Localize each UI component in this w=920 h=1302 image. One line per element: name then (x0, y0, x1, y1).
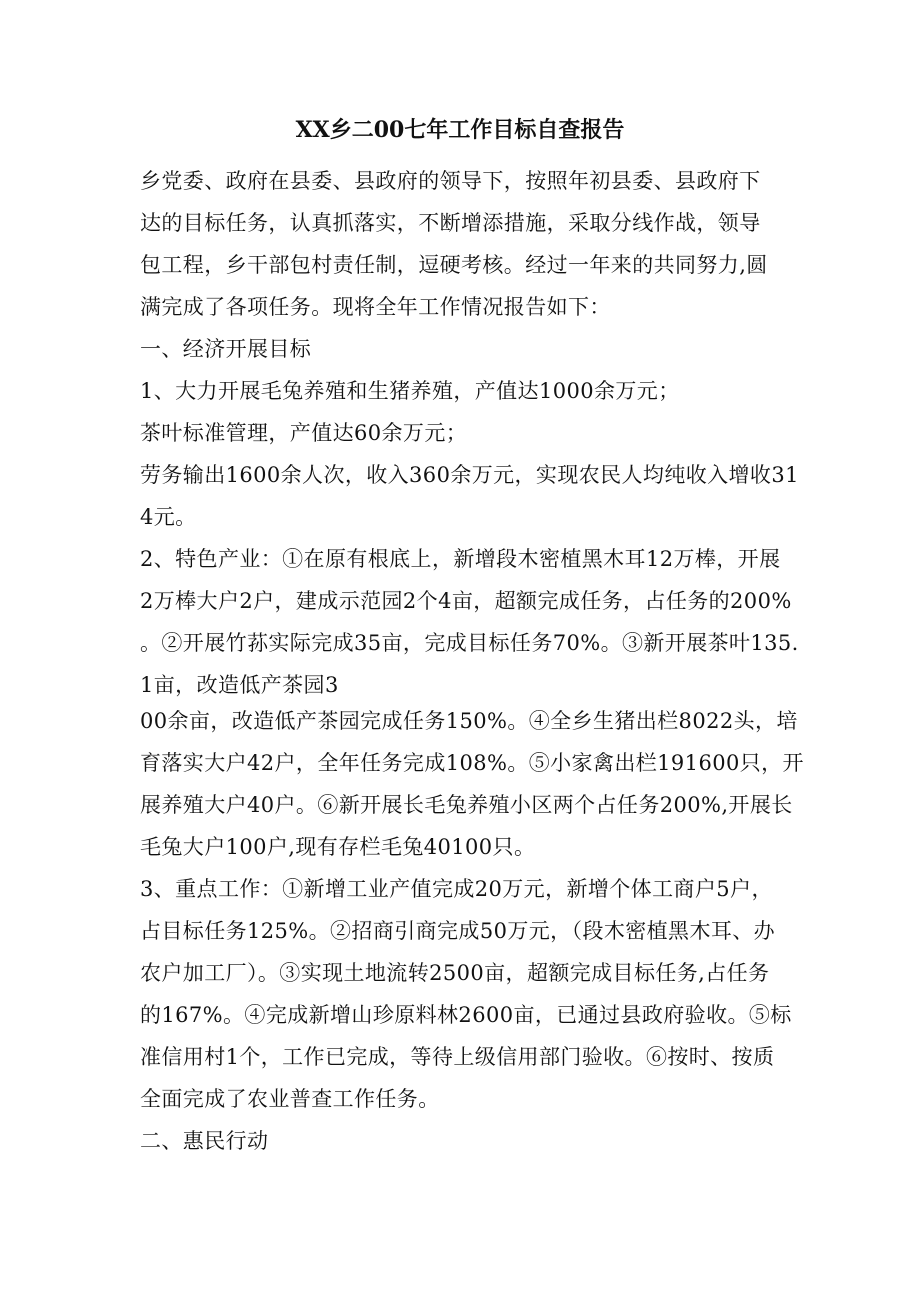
text-line: 农户加工厂）。③实现土地流转2500亩，超额完成目标任务,占任务 (140, 961, 770, 985)
text-line: 4元。 (140, 505, 197, 529)
text-line: 乡党委、政府在县委、县政府的领导下，按照年初县委、县政府下 (140, 169, 761, 193)
text-line: 包工程，乡干部包村责任制，逗硬考核。经过一年来的共同努力,圆 (140, 253, 768, 277)
text-line: 茶叶标准管理，产值达60余万元； (140, 421, 468, 445)
text-line: 占目标任务125%。②招商引商完成50万元，（段木密植黑木耳、办 (140, 919, 776, 943)
section-heading: 二、惠民行动 (140, 1129, 269, 1153)
text-line: 2万棒大户2户，建成示范园2个4亩，超额完成任务，占任务的200% (140, 589, 792, 613)
text-line: 00余亩，改造低产茶园完成任务150%。④全乡生猪出栏8022头，培 (140, 709, 798, 733)
text-line: 满完成了各项任务。现将全年工作情况报告如下： (140, 295, 611, 319)
text-line: 全面完成了农业普查工作任务。 (140, 1087, 440, 1111)
text-line: 达的目标任务，认真抓落实，不断增添措施，采取分线作战，领导 (140, 211, 761, 235)
text-line: 3、重点工作：①新增工业产值完成20万元，新增个体工商户5户， (140, 877, 773, 901)
text-line: 1、大力开展毛兔养殖和生猪养殖，产值达1000余万元； (140, 379, 680, 403)
document-title: XX乡二00七年工作目标自查报告 (295, 117, 625, 143)
section-heading: 一、经济开展目标 (140, 337, 312, 361)
text-line: 育落实大户42户，全年任务完成108%。⑤小家禽出栏191600只，开 (140, 751, 804, 775)
text-line: 展养殖大户40户。⑥新开展长毛兔养殖小区两个占任务200%,开展长 (140, 793, 793, 817)
text-line: 。②开展竹荪实际完成35亩，完成目标任务70%。③新开展茶叶135. (140, 631, 799, 655)
text-line: 劳务输出1600余人次，收入360余万元，实现农民人均纯收入增收31 (140, 463, 799, 487)
text-line: 的167%。④完成新增山珍原料林2600亩，已通过县政府验收。⑤标 (140, 1003, 792, 1027)
text-line: 1亩，改造低产茶园3 (140, 673, 339, 697)
text-line: 准信用村1个，工作已完成，等待上级信用部门验收。⑥按时、按质 (140, 1045, 775, 1069)
document-body (140, 160, 804, 1162)
text-line: 毛兔大户100户,现有存栏毛兔40100只。 (140, 835, 536, 859)
text-line: 2、特色产业：①在原有根底上，新增段木密植黑木耳12万棒，开展 (140, 547, 781, 571)
